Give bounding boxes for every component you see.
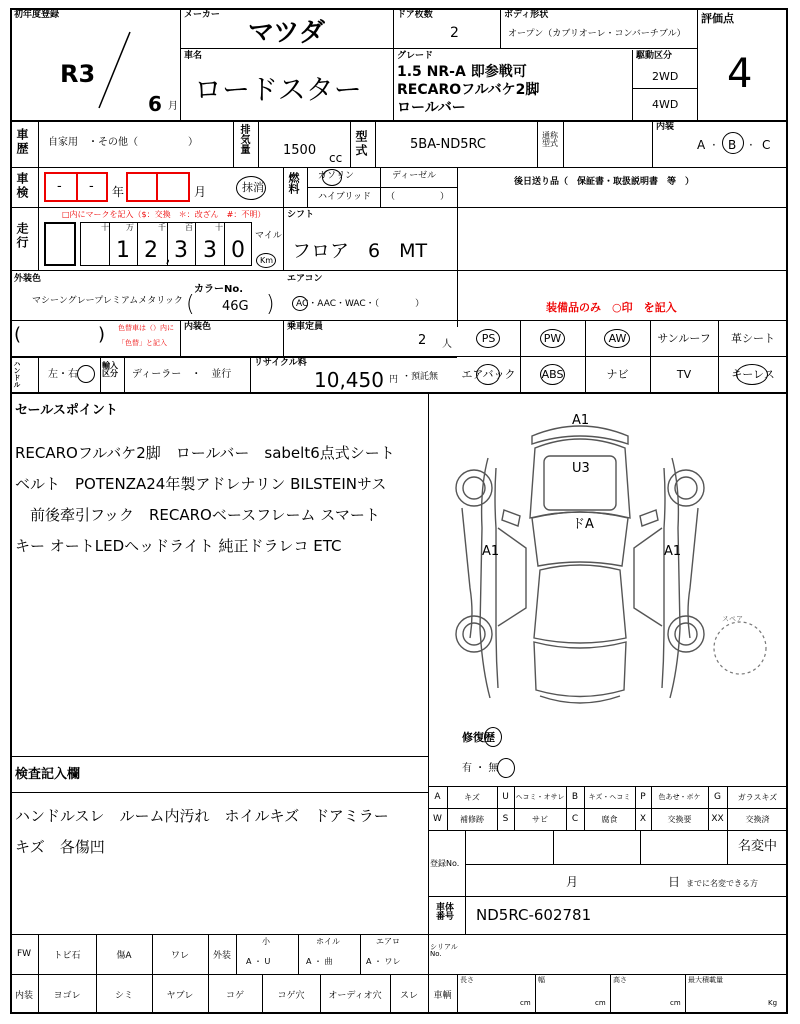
vin-label: 車体番号 — [436, 903, 455, 922]
handle-value: 左・右 — [48, 369, 78, 380]
ac-label: エアコン — [287, 274, 323, 284]
displacement-value: 1500 — [283, 143, 317, 158]
repaint-paren-open: ( — [14, 324, 22, 345]
displacement-unit: cc — [329, 151, 343, 165]
mileage-unit-mile: マイル — [255, 231, 282, 241]
legend-w-code: W — [433, 814, 442, 824]
size-height-unit: cm — [670, 999, 681, 1007]
mileage-label: 走行 — [15, 222, 29, 250]
equip-tv: TV — [676, 367, 692, 381]
color-no-paren-open: ( — [186, 292, 195, 317]
equip-keyless-circle — [736, 364, 768, 385]
shift-value: フロア 6 MT — [292, 240, 428, 262]
ac-options: AC・AAC・WAC・（ ） — [296, 299, 425, 309]
capacity-unit: 人 — [442, 339, 452, 350]
legend-s-code: S — [502, 814, 509, 824]
equip-aw: AW — [608, 331, 627, 345]
max-load-label: 最大積載量 — [688, 976, 723, 984]
damage-hood: U3 — [572, 461, 590, 476]
bottom-yabure: ヤブレ — [166, 990, 194, 1001]
equipment-title: 装備品のみ ○印 を記入 — [546, 301, 677, 314]
size-width-unit: cm — [595, 999, 606, 1007]
grade-label: グレード — [397, 51, 434, 61]
interior-sep-1: · — [712, 138, 716, 152]
recycle-unit: 円 — [389, 375, 399, 385]
repaint-note-2: 「色替」と記入 — [118, 339, 167, 347]
bottom-wheel-opts: A ・ 曲 — [306, 957, 333, 966]
grade-line1: 1.5 NR-A 即参戦可 — [397, 64, 527, 80]
era-value: R3 — [60, 60, 96, 88]
color-no-paren-close: ) — [266, 292, 275, 317]
exterior-color-name: マシーングレープレミアムメタリック — [32, 296, 183, 306]
recycle-note: ・預託無 — [402, 372, 439, 382]
equip-airbag-circle — [476, 364, 500, 385]
legend-w-desc: 補修跡 — [460, 814, 484, 824]
equip-keyless: キーレス — [731, 368, 775, 381]
bottom-sure: スレ — [399, 990, 418, 1001]
recycle-value: 10,450 — [314, 368, 384, 392]
size-height-label: 高さ — [613, 976, 627, 984]
body-label: ボディ形状 — [504, 10, 549, 20]
bottom-koge: コゲ — [225, 990, 244, 1001]
drive-2wd: 2WD — [652, 70, 679, 83]
serial-label: シリアルNo. — [430, 943, 458, 958]
interior-color-label: 内装色 — [184, 322, 212, 332]
mileage-unit-km: Km — [260, 256, 274, 265]
bottom-ware: ワレ — [170, 950, 189, 961]
expired-circle — [236, 176, 266, 200]
common-type-label: 通称型式 — [542, 131, 558, 148]
legend-xx-code: XX — [711, 814, 724, 824]
bottom-exterior: 外装 — [212, 950, 231, 961]
mileage-digit-1: 1 — [116, 238, 130, 263]
sales-line-1: RECAROフルバケ2脚 ロールバー sabelt6点式シート — [15, 444, 395, 462]
size-width-label: 幅 — [538, 976, 545, 984]
damage-left-fender: A1 — [482, 544, 500, 559]
equip-pw: PW — [543, 331, 562, 345]
slash-mark — [95, 30, 135, 110]
color-no-value: 46G — [222, 299, 249, 314]
legend-c-desc: 腐食 — [601, 814, 618, 824]
inspection-expired: 抹消 — [242, 181, 264, 194]
body-value: オープン（カブリオーレ・コンバーチブル） — [508, 29, 686, 39]
doors-label: ドア枚数 — [397, 10, 433, 20]
inspection-year-unit: 年 — [112, 185, 125, 199]
legend-c-code: C — [571, 814, 579, 824]
repair-label-circle — [484, 727, 502, 747]
legend-u-desc: ヘコミ・オサレ — [515, 793, 565, 801]
bottom-yogore: ヨゴレ — [53, 990, 81, 1001]
legend-xx-desc: 交換済 — [745, 814, 770, 824]
damage-right-fender: A1 — [664, 544, 682, 559]
repair-none-circle — [497, 758, 515, 778]
import-label: 輸入区分 — [102, 361, 118, 378]
type-label: 型式 — [354, 130, 368, 158]
score-label: 評価点 — [701, 12, 734, 25]
reg-day-unit: 日 — [668, 875, 681, 889]
interior-grade-b: B — [728, 138, 737, 152]
mileage-unit-ju: 十 — [215, 223, 223, 232]
model-value: ロードスター — [194, 73, 362, 106]
mileage-digit-3: 3 — [174, 238, 188, 263]
bottom-koge-ana: コゲ穴 — [277, 990, 305, 1001]
handle-circle — [77, 365, 95, 383]
vehicle-size-label: 車輌 — [433, 990, 452, 1001]
repaint-paren-close: ) — [98, 324, 106, 345]
grade-line2: RECAROフルバケ2脚 — [397, 82, 540, 98]
fuel-other: （ ） — [386, 192, 450, 202]
reg-month-unit: 月 — [566, 875, 579, 889]
bottom-audio-ana: オーディオ穴 — [328, 990, 382, 1001]
model-label: 車名 — [184, 51, 203, 61]
inspection-box-4 — [156, 172, 190, 202]
fuel-hybrid: ハイブリッド — [318, 192, 372, 202]
grade-line3: ロールバー — [397, 100, 466, 116]
inspection-notes-line-2: キズ 各傷凹 — [15, 838, 105, 856]
bottom-wheel-head: ホイル — [316, 937, 340, 946]
bottom-aero-opts: A ・ ワレ — [366, 957, 401, 966]
fuel-diesel: ディーゼル — [392, 171, 437, 181]
legend-x-desc: 交換要 — [667, 814, 692, 824]
interior-label: 内装 — [656, 122, 675, 132]
mileage-unit-ten-man: 十 — [101, 223, 109, 232]
equip-aw-circle — [604, 329, 630, 348]
import-value: ディーラー ・ 並行 — [132, 369, 232, 380]
later-docs: 後日送り品（ 保証書・取扱説明書 等 ） — [514, 177, 695, 187]
equip-leather: 革シート — [731, 332, 775, 345]
inspection-value-1: - — [57, 179, 62, 194]
maker-label: メーカー — [184, 10, 220, 20]
bottom-small-head: 小 — [262, 937, 270, 946]
displacement-label: 排気量 — [238, 124, 249, 154]
sales-line-3: 前後牽引フック RECAROベースフレーム スマート — [30, 506, 380, 524]
car-diagram — [440, 398, 780, 728]
score-value: 4 — [727, 51, 753, 97]
fuel-label: 燃料 — [287, 172, 300, 194]
bottom-fw: FW — [16, 949, 32, 959]
sales-line-2: ベルト POTENZA24年製アドレナリン BILSTEINサス — [15, 475, 387, 493]
equip-pw-circle — [540, 329, 565, 348]
repair-value: 有 ・ 無 — [462, 763, 499, 774]
legend-b-desc: キズ・ヘコミ — [588, 793, 631, 801]
size-length-unit: cm — [520, 999, 531, 1007]
legend-s-desc: サビ — [532, 814, 548, 824]
doors-value: 2 — [450, 25, 459, 41]
repair-label: 修復歴 — [462, 731, 495, 744]
history-label: 車歴 — [15, 128, 29, 156]
km-circle — [256, 253, 276, 268]
legend-u-code: U — [502, 792, 509, 802]
month-value: 6 — [148, 92, 162, 116]
drive-label: 駆動区分 — [636, 51, 673, 61]
size-length-label: 長さ — [460, 976, 474, 984]
mileage-unit-sen: 千 — [158, 223, 166, 232]
sales-line-4: キー オートLEDヘッドライト 純正ドラレコ ETC — [15, 537, 342, 555]
bottom-aero-head: エアロ — [376, 937, 400, 946]
mileage-comma: , — [165, 246, 171, 267]
fuel-circle — [322, 169, 342, 186]
recycle-label: リサイクル料 — [254, 358, 307, 368]
mileage-unit-man: 万 — [126, 223, 134, 232]
name-change: 名変中 — [738, 839, 778, 854]
mileage-digit-4: 3 — [203, 238, 217, 263]
legend-b-code: B — [571, 792, 579, 802]
damage-door: ドA — [572, 517, 594, 532]
equip-abs-circle — [540, 364, 565, 385]
inspection-month-unit: 月 — [194, 185, 207, 199]
type-value: 5BA-ND5RC — [410, 137, 486, 152]
legend-a-code: A — [434, 792, 441, 802]
inspection-box-3 — [126, 172, 158, 202]
bottom-small-opts: A ・ U — [246, 957, 271, 966]
equip-navi: ナビ — [606, 368, 629, 381]
inspection-value-2: - — [89, 179, 94, 194]
bottom-shimi: シミ — [114, 990, 133, 1001]
repaint-note-1: 色替車は（）内に — [118, 324, 174, 332]
maker-value: マツダ — [248, 18, 325, 48]
fuel-gasoline: ガソリン — [318, 171, 355, 181]
equip-sunroof: サンルーフ — [657, 332, 711, 345]
inspection-notes-title: 検査記入欄 — [15, 767, 81, 782]
bottom-kizu-a: 傷A — [116, 950, 132, 961]
capacity-label: 乗車定員 — [287, 322, 324, 332]
equip-airbag: エアバック — [461, 368, 516, 381]
handle-label: ハンドル — [13, 360, 21, 388]
mileage-unit-hyaku: 百 — [185, 223, 193, 232]
legend-p-code: P — [640, 792, 646, 802]
mileage-digit-5: 0 — [231, 238, 245, 263]
legend-a-desc: キズ — [464, 792, 480, 802]
legend-x-code: X — [639, 814, 647, 824]
legend-g-desc: ガラスキズ — [737, 792, 778, 802]
mileage-digit-2: 2 — [144, 238, 158, 263]
month-unit: 月 — [168, 101, 178, 112]
mileage-box-0 — [44, 222, 76, 266]
legend-g-code: G — [714, 792, 721, 802]
ac-circle — [292, 296, 308, 311]
history-value: 自家用 ・その他（ ） — [48, 137, 198, 148]
inspection-notes-line-1: ハンドルスレ ルーム内汚れ ホイルキズ ドアミラー — [15, 807, 389, 825]
interior-sep-2: · — [749, 138, 753, 152]
equip-ps-circle — [476, 329, 500, 348]
registration-label: 登録No. — [430, 859, 460, 868]
color-no-label: カラーNo. — [194, 284, 244, 295]
damage-front-bumper: A1 — [572, 413, 590, 428]
equip-abs: ABS — [541, 367, 564, 381]
sales-title: セールスポイント — [15, 403, 118, 418]
first-reg-label: 初年度登録 — [14, 10, 60, 20]
interior-circle — [722, 132, 744, 154]
legend-p-desc: 色あせ・ボケ — [658, 793, 701, 801]
exterior-color-label: 外装色 — [14, 274, 42, 284]
interior-grade-a: A — [697, 138, 706, 152]
drive-4wd: 4WD — [652, 98, 679, 111]
bottom-interior: 内装 — [14, 990, 33, 1001]
reg-deadline: までに名変できる方 — [686, 879, 758, 888]
interior-grade-c: C — [762, 138, 771, 152]
shift-label: シフト — [287, 210, 315, 220]
vin-value: ND5RC-602781 — [476, 906, 592, 924]
spare-label: スペア — [722, 615, 743, 623]
mileage-note: □内にマークを記入（$：交換 ＊：改ざん #：不明） — [62, 210, 266, 219]
equip-ps: PS — [481, 331, 496, 345]
capacity-value: 2 — [418, 333, 427, 348]
bottom-tobiishi: トビ石 — [53, 950, 81, 961]
max-load-unit: Kg — [768, 999, 778, 1007]
inspection-label: 車検 — [15, 172, 29, 200]
